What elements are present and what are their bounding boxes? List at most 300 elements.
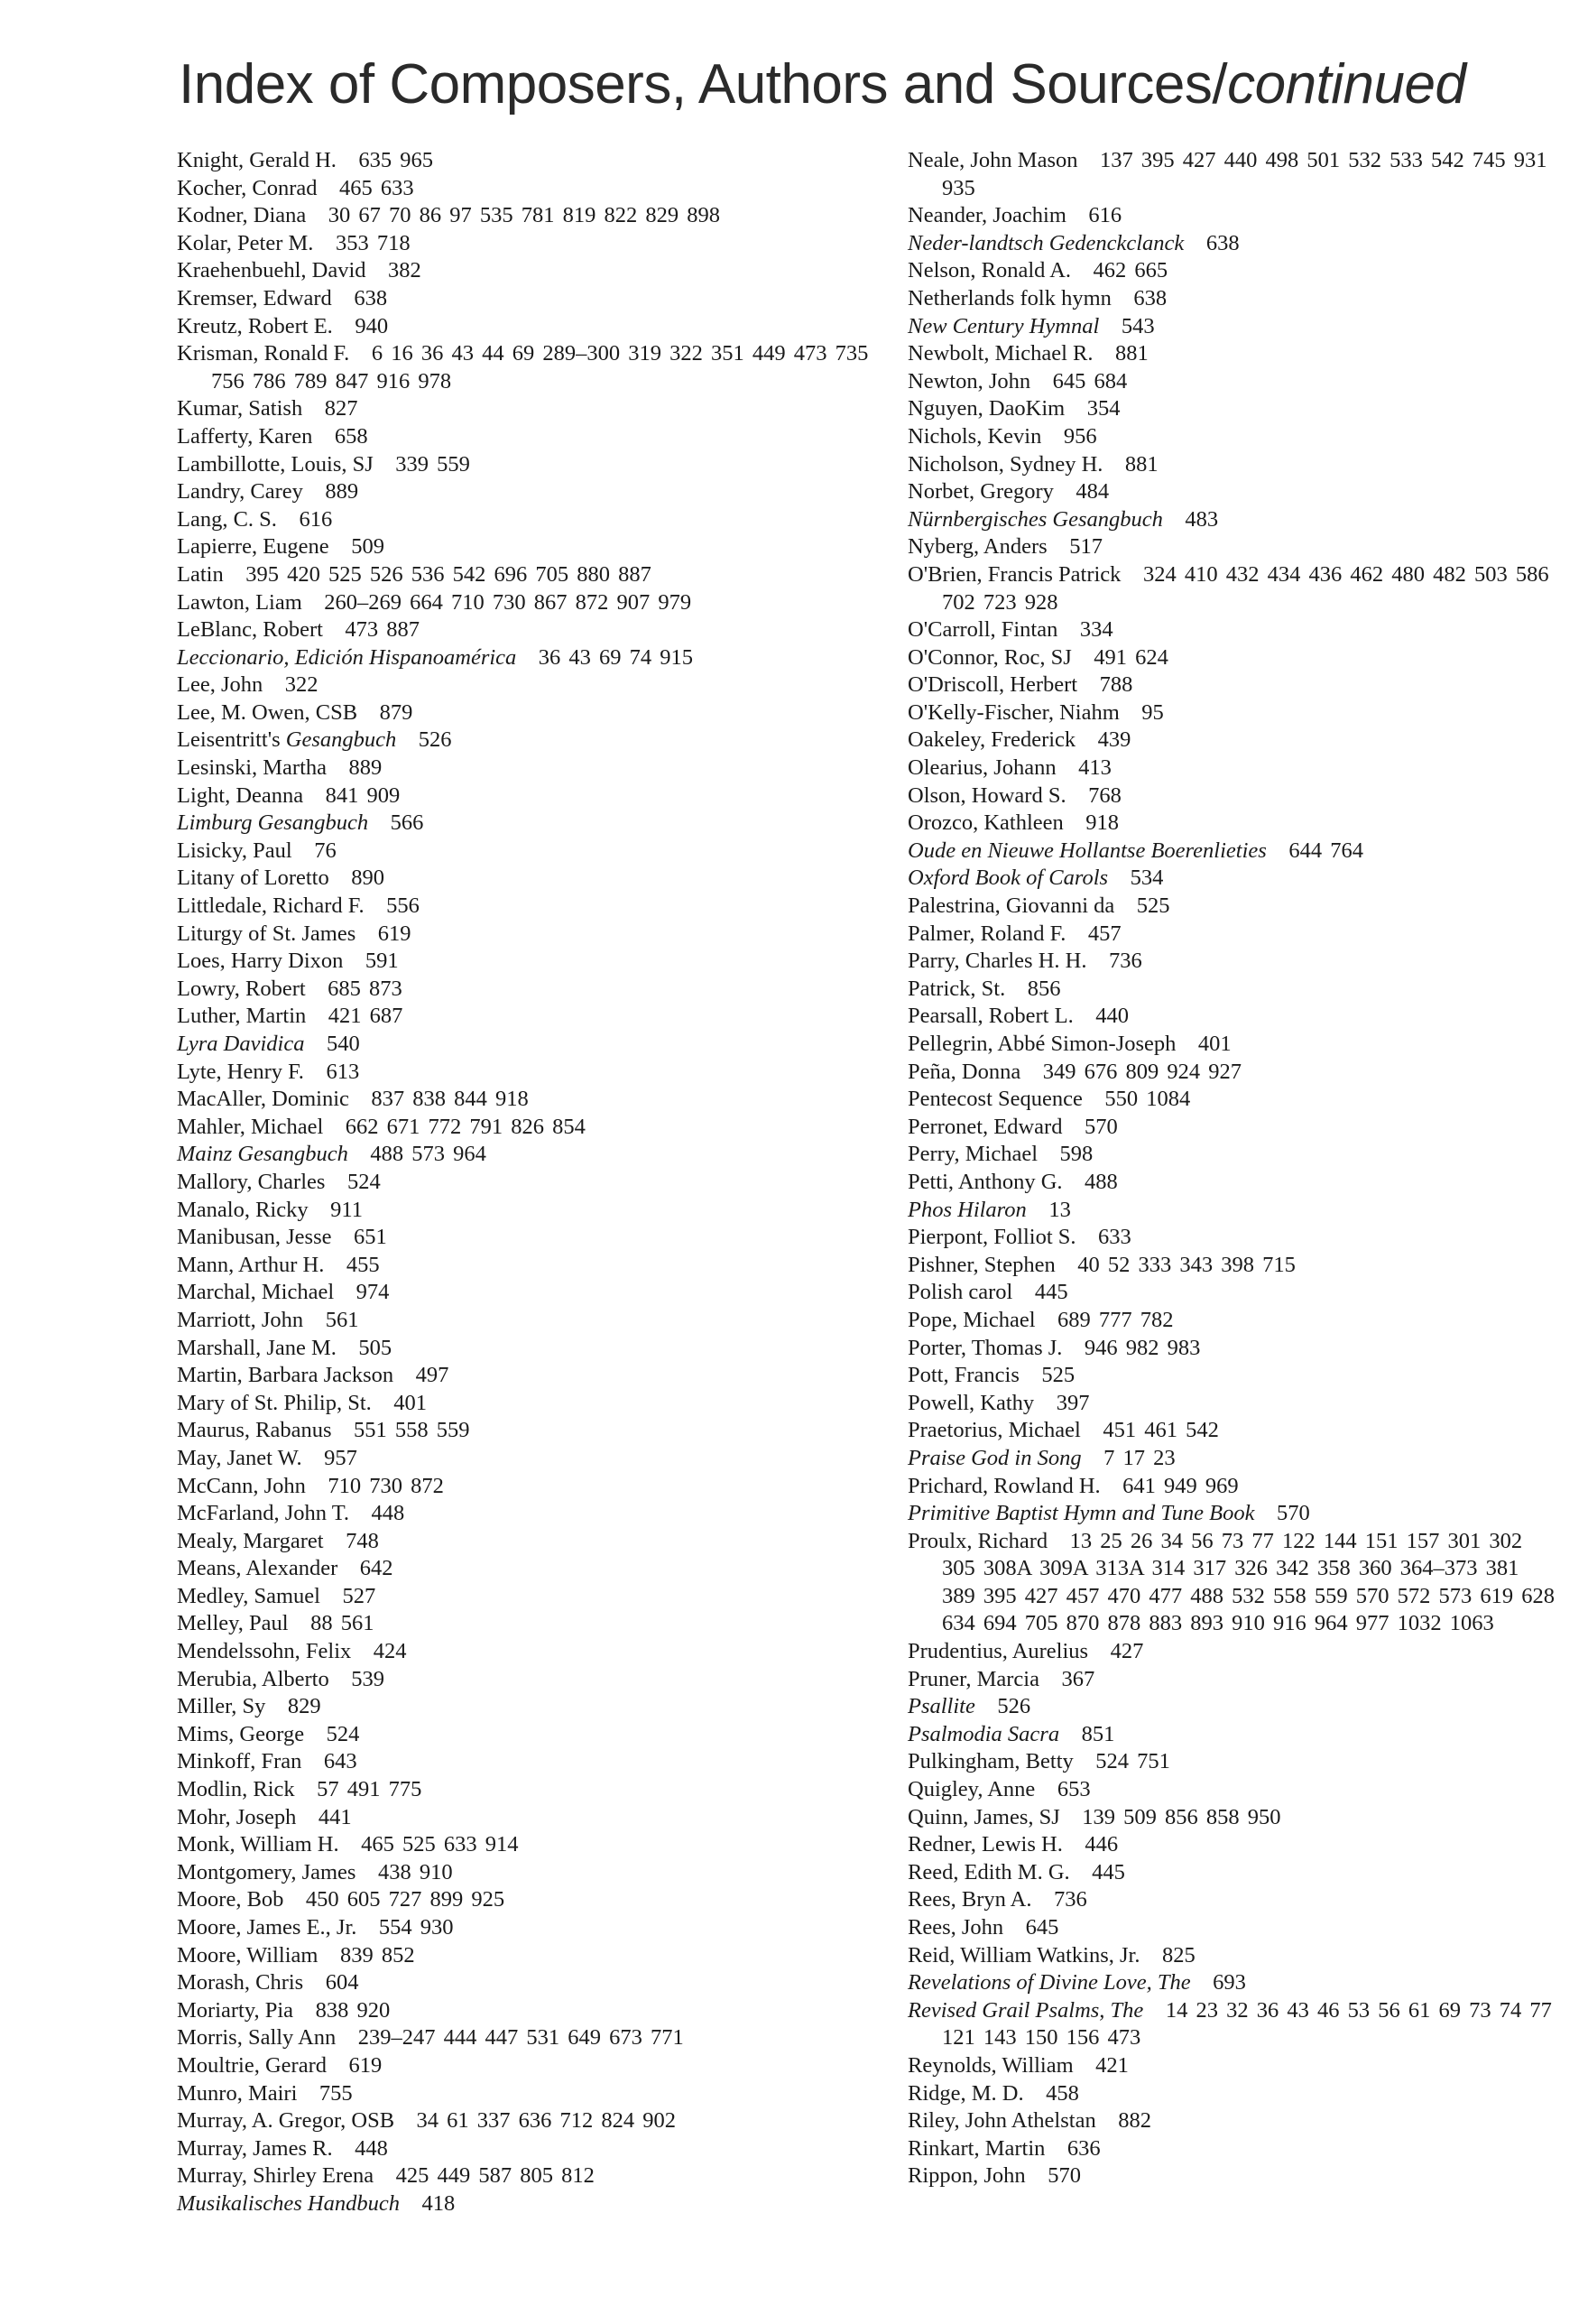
entry-hymn-numbers: 7 17 23 — [1103, 1445, 1176, 1470]
index-entry — [177, 1693, 899, 1721]
index-entry — [908, 1831, 1559, 1859]
entry-hymn-numbers: 14 23 32 36 43 46 53 56 61 69 73 74 77 121 143 150 156 473 — [942, 1997, 1552, 2051]
entry-name: Murray, Shirley Erena — [177, 2163, 374, 2189]
entry-hymn-numbers: 445 — [1092, 1859, 1125, 1884]
entry-name: Pellegrin, Abbé Simon-Joseph — [908, 1032, 1177, 1056]
entry-hymn-numbers: 543 — [1121, 313, 1155, 338]
entry-name: O'Kelly-Fischer, Niahm — [908, 699, 1120, 725]
entry-hymn-numbers: 638 — [1133, 285, 1168, 310]
entry-name: Nicholson, Sydney H. — [908, 451, 1103, 477]
index-entry — [177, 175, 899, 203]
entry-hymn-numbers: 556 — [386, 893, 420, 919]
entry-name: Lapierre, Eugene — [177, 534, 329, 560]
index-entry — [177, 1197, 899, 1225]
index-entry — [908, 368, 1559, 396]
entry-name: MacAller, Dominic — [177, 1087, 349, 1112]
entry-name: Mims, George — [177, 1721, 305, 1746]
entry-hymn-numbers: 658 — [334, 423, 368, 449]
entry-hymn-numbers: 446 — [1085, 1832, 1119, 1857]
index-entry — [908, 340, 1559, 368]
entry-name: Lang, C. S. — [177, 506, 277, 532]
index-entry — [908, 838, 1559, 866]
entry-hymn-numbers: 424 — [373, 1639, 407, 1664]
entry-hymn-numbers: 570 — [1276, 1501, 1310, 1526]
entry-hymn-numbers: 462 665 — [1093, 258, 1168, 283]
entry-hymn-numbers: 653 — [1057, 1777, 1091, 1802]
entry-name: Palmer, Roland F. — [908, 921, 1066, 946]
index-entry — [177, 699, 899, 727]
entry-name: Knight, Gerald H. — [177, 148, 337, 172]
entry-hymn-numbers: 421 — [1095, 2052, 1129, 2078]
entry-name: Mainz Gesangbuch — [177, 1142, 348, 1167]
index-entry — [177, 1224, 899, 1252]
entry-hymn-numbers: 591 — [365, 949, 399, 974]
entry-hymn-numbers: 940 — [355, 313, 389, 338]
entry-name: Lambillotte, Louis, SJ — [177, 451, 374, 477]
page-title-text: Index of Composers, Authors and Sources/ — [179, 53, 1228, 116]
entry-hymn-numbers: 882 — [1118, 2108, 1151, 2134]
entry-hymn-numbers: 6 16 36 43 44 69 289–300 319 322 351 449 473 735 756 786 789 847 916 978 — [211, 341, 869, 394]
entry-name: Perry, Michael — [908, 1142, 1038, 1167]
index-entry — [908, 699, 1559, 727]
entry-hymn-numbers: 662 671 772 791 826 854 — [345, 1114, 586, 1139]
entry-name: Latin — [177, 561, 224, 587]
index-entry — [177, 1031, 899, 1059]
entry-hymn-numbers: 505 — [358, 1335, 392, 1360]
entry-name: Leisentritt's — [177, 727, 286, 753]
index-entry — [908, 727, 1559, 755]
index-entry — [908, 976, 1559, 1004]
entry-hymn-numbers: 889 — [348, 755, 383, 781]
index-entry — [908, 865, 1559, 893]
index-entry — [177, 2080, 899, 2108]
entry-hymn-numbers: 841 909 — [325, 782, 401, 808]
entry-hymn-numbers: 260–269 664 710 730 867 872 907 979 — [324, 589, 692, 615]
entry-name: Manibusan, Jesse — [177, 1225, 332, 1250]
entry-hymn-numbers: 890 — [351, 866, 384, 891]
index-entry — [908, 1721, 1559, 1749]
entry-hymn-numbers: 748 — [346, 1528, 379, 1553]
entry-name: Liturgy of St. James — [177, 921, 356, 946]
entry-hymn-numbers: 524 751 — [1095, 1749, 1170, 1774]
index-entry — [177, 2135, 899, 2163]
entry-hymn-numbers: 397 — [1056, 1390, 1090, 1415]
entry-hymn-numbers: 13 — [1048, 1197, 1071, 1222]
index-entry — [908, 644, 1559, 672]
entry-name: O'Brien, Francis Patrick — [908, 561, 1122, 587]
index-entry — [908, 561, 1559, 616]
entry-hymn-numbers: 613 — [326, 1059, 360, 1084]
entry-name: Murray, A. Gregor, OSB — [177, 2108, 395, 2134]
entry-name: Pishner, Stephen — [908, 1252, 1056, 1277]
entry-hymn-numbers: 635 965 — [358, 148, 434, 172]
index-entry — [177, 1307, 899, 1335]
entry-hymn-numbers: 401 — [393, 1390, 428, 1415]
entry-hymn-numbers: 881 — [1115, 341, 1149, 366]
entry-hymn-numbers: 440 — [1095, 1004, 1129, 1029]
entry-name: Moultrie, Gerard — [177, 2052, 327, 2078]
entry-name: Polish carol — [908, 1280, 1013, 1305]
entry-hymn-numbers: 839 852 — [339, 1942, 415, 1968]
index-entry — [908, 202, 1559, 230]
entry-hymn-numbers: 642 — [359, 1556, 393, 1581]
index-entry — [177, 644, 899, 672]
index-entry — [177, 451, 899, 479]
entry-name: Psallite — [908, 1694, 975, 1719]
index-entry — [177, 2107, 899, 2135]
entry-hymn-numbers: 554 930 — [378, 1915, 454, 1940]
entry-name: Monk, William H. — [177, 1832, 339, 1857]
index-entry — [177, 1086, 899, 1114]
entry-name: O'Connor, Roc, SJ — [908, 644, 1072, 670]
entry-name: Nichols, Kevin — [908, 423, 1042, 449]
index-entry — [908, 506, 1559, 534]
entry-name: Kreutz, Robert E. — [177, 313, 333, 338]
entry-hymn-numbers: 334 — [1079, 617, 1113, 643]
index-entry — [908, 1307, 1559, 1335]
entry-hymn-numbers: 946 982 983 — [1084, 1335, 1201, 1360]
index-entry — [908, 1224, 1559, 1252]
entry-name: Nyberg, Anders — [908, 534, 1048, 560]
index-entry — [908, 2052, 1559, 2080]
entry-name: Primitive Baptist Hymn and Tune Book — [908, 1501, 1255, 1526]
entry-name: Revelations of Divine Love, The — [908, 1970, 1191, 1995]
entry-hymn-numbers: 825 — [1161, 1942, 1196, 1968]
entry-name: Porter, Thomas J. — [908, 1335, 1063, 1360]
entry-hymn-numbers: 540 — [327, 1032, 360, 1056]
entry-hymn-numbers: 539 — [351, 1666, 384, 1691]
index-column-right — [908, 147, 1559, 2190]
entry-name: Morash, Chris — [177, 1970, 304, 1995]
index-entry — [908, 1638, 1559, 1666]
entry-name: Melley, Paul — [177, 1611, 289, 1636]
index-entry — [908, 1169, 1559, 1197]
entry-name: Medley, Samuel — [177, 1583, 320, 1608]
index-entry — [908, 1748, 1559, 1776]
index-entry — [177, 230, 899, 258]
entry-name: Lafferty, Karen — [177, 423, 313, 449]
index-entry — [177, 340, 899, 395]
entry-hymn-numbers: 526 — [418, 727, 452, 753]
entry-name: Phos Hilaron — [908, 1197, 1027, 1222]
index-entry — [177, 2024, 899, 2052]
entry-hymn-numbers: 484 — [1076, 479, 1110, 505]
entry-name: Nürnbergisches Gesangbuch — [908, 506, 1163, 532]
entry-hymn-numbers: 448 — [355, 2135, 388, 2161]
entry-name: Musikalisches Handbuch — [177, 2190, 400, 2216]
entry-name: Maurus, Rabanus — [177, 1418, 332, 1443]
entry-name: Pope, Michael — [908, 1307, 1036, 1332]
entry-name: Prichard, Rowland H. — [908, 1473, 1101, 1498]
entry-name: Norbet, Gregory — [908, 479, 1054, 505]
entry-name: Moriarty, Pia — [177, 1997, 294, 2023]
entry-hymn-numbers: 736 — [1108, 949, 1142, 974]
entry-hymn-numbers: 526 — [997, 1694, 1031, 1719]
entry-hymn-numbers: 451 461 542 — [1103, 1418, 1219, 1443]
entry-name: Proulx, Richard — [908, 1528, 1048, 1553]
entry-name: Perronet, Edward — [908, 1114, 1063, 1139]
entry-name: Kumar, Satish — [177, 396, 303, 421]
index-entry — [177, 893, 899, 921]
index-entry — [177, 1335, 899, 1363]
entry-name: Redner, Lewis H. — [908, 1832, 1063, 1857]
index-entry — [908, 1942, 1559, 1970]
entry-hymn-numbers: 524 — [326, 1721, 360, 1746]
entry-name: Quinn, James, SJ — [908, 1804, 1060, 1829]
entry-hymn-numbers: 382 — [388, 258, 421, 283]
entry-name: Lisicky, Paul — [177, 838, 292, 863]
entry-name: Mealy, Margaret — [177, 1528, 324, 1553]
index-entry — [908, 1252, 1559, 1280]
entry-hymn-numbers: 491 624 — [1094, 644, 1168, 670]
index-entry — [908, 948, 1559, 976]
index-entry — [177, 1721, 899, 1749]
entry-hymn-numbers: 645 684 — [1052, 368, 1128, 394]
index-entry — [177, 202, 899, 230]
index-entry — [908, 1197, 1559, 1225]
entry-name: Psalmodia Sacra — [908, 1721, 1060, 1746]
index-entry — [177, 1666, 899, 1694]
index-entry — [177, 616, 899, 644]
entry-name: Prudentius, Aurelius — [908, 1639, 1089, 1664]
entry-name: Netherlands folk hymn — [908, 285, 1112, 310]
entry-hymn-numbers: 889 — [325, 479, 359, 505]
index-entry — [177, 2190, 899, 2218]
entry-hymn-numbers: 339 559 — [395, 451, 470, 477]
entry-hymn-numbers: 918 — [1085, 810, 1120, 836]
entry-name: Powell, Kathy — [908, 1390, 1035, 1415]
entry-hymn-numbers: 88 561 — [310, 1611, 374, 1636]
entry-hymn-numbers: 837 838 844 918 — [371, 1087, 529, 1112]
entry-name: Mallory, Charles — [177, 1169, 326, 1194]
entry-hymn-numbers: 525 — [1041, 1363, 1076, 1388]
entry-name: Leccionario, Edición Hispanoamérica — [177, 644, 517, 670]
entry-hymn-numbers: 974 — [355, 1280, 390, 1305]
index-entry — [908, 1500, 1559, 1528]
entry-name: Nelson, Ronald A. — [908, 258, 1072, 283]
entry-hymn-numbers: 633 — [1098, 1225, 1131, 1250]
entry-hymn-numbers: 36 43 69 74 915 — [538, 644, 694, 670]
entry-hymn-numbers: 324 410 432 434 436 462 480 482 503 586 702 723 928 — [942, 561, 1549, 615]
entry-name: Neander, Joachim — [908, 203, 1066, 228]
entry-hymn-numbers: 641 949 969 — [1122, 1473, 1239, 1498]
entry-hymn-numbers: 40 52 333 343 398 715 — [1077, 1252, 1296, 1277]
entry-hymn-numbers: 483 — [1185, 506, 1219, 532]
entry-hymn-numbers: 322 — [284, 672, 319, 698]
index-entry — [177, 782, 899, 810]
entry-name: Oude en Nieuwe Hollantse Boerenlieties — [908, 838, 1267, 863]
index-entry — [908, 533, 1559, 561]
entry-hymn-numbers: 911 — [330, 1197, 363, 1222]
entry-hymn-numbers: 755 — [319, 2080, 353, 2106]
index-entry — [908, 1693, 1559, 1721]
entry-name: Murray, James R. — [177, 2135, 333, 2161]
entry-name: Krisman, Ronald F. — [177, 341, 350, 366]
entry-name: Palestrina, Giovanni da — [908, 893, 1115, 919]
entry-name: Mahler, Michael — [177, 1114, 324, 1139]
index-entry — [908, 2107, 1559, 2135]
entry-hymn-numbers: 465 525 633 914 — [361, 1832, 519, 1857]
entry-hymn-numbers: 427 — [1110, 1639, 1144, 1664]
entry-hymn-numbers: 465 633 — [339, 175, 414, 200]
entry-name: O'Driscoll, Herbert — [908, 672, 1078, 698]
index-entry — [177, 533, 899, 561]
index-entry — [908, 2135, 1559, 2163]
entry-name: Riley, John Athelstan — [908, 2108, 1096, 2134]
index-entry — [177, 1859, 899, 1887]
index-entry — [177, 1473, 899, 1501]
entry-hymn-numbers: 693 — [1213, 1970, 1246, 1995]
entry-hymn-numbers: 856 — [1027, 976, 1061, 1001]
entry-name: Kocher, Conrad — [177, 175, 318, 200]
index-entry — [177, 727, 899, 755]
index-entry — [908, 1003, 1559, 1031]
entry-name: Reed, Edith M. G. — [908, 1859, 1070, 1884]
page-title-continued: continued — [1227, 53, 1466, 116]
entry-hymn-numbers: 450 605 727 899 925 — [305, 1887, 505, 1912]
index-entry — [177, 1141, 899, 1169]
entry-name: Lowry, Robert — [177, 976, 306, 1001]
entry-name: Modlin, Rick — [177, 1777, 295, 1802]
entry-name: Luther, Martin — [177, 1004, 307, 1029]
entry-hymn-numbers: 644 764 — [1288, 838, 1363, 863]
entry-name: Rees, John — [908, 1915, 1004, 1940]
index-entry — [908, 1059, 1559, 1087]
index-entry — [177, 1914, 899, 1942]
entry-hymn-numbers: 354 — [1086, 396, 1121, 421]
index-entry — [908, 1031, 1559, 1059]
entry-hymn-numbers: 438 910 — [377, 1859, 453, 1884]
entry-name: Reynolds, William — [908, 2052, 1074, 2078]
index-entry — [177, 755, 899, 782]
entry-hymn-numbers: 736 — [1053, 1887, 1087, 1912]
entry-name: Lyte, Henry F. — [177, 1059, 304, 1084]
entry-hymn-numbers: 349 676 809 924 927 — [1042, 1059, 1242, 1084]
index-entry — [177, 1831, 899, 1859]
index-entry — [177, 1500, 899, 1528]
entry-hymn-numbers: 524 — [346, 1169, 381, 1194]
entry-name: Nguyen, DaoKim — [908, 396, 1066, 421]
entry-name: Littledale, Richard F. — [177, 893, 365, 919]
index-entry — [908, 1776, 1559, 1804]
page-title — [179, 52, 1465, 116]
index-entry — [908, 1886, 1559, 1914]
entry-hymn-numbers: 527 — [342, 1583, 376, 1608]
entry-name: Lee, M. Owen, CSB — [177, 699, 358, 725]
entry-hymn-numbers: 34 61 337 636 712 824 902 — [416, 2108, 677, 2134]
index-entry — [177, 865, 899, 893]
entry-hymn-numbers: 638 — [354, 285, 388, 310]
entry-name: McFarland, John T. — [177, 1501, 349, 1526]
entry-name: Manalo, Ricky — [177, 1197, 309, 1222]
entry-hymn-numbers: 95 — [1141, 699, 1164, 725]
index-entry — [908, 755, 1559, 782]
index-entry — [908, 1804, 1559, 1832]
entry-name: Kremser, Edward — [177, 285, 332, 310]
entry-name: Moore, Bob — [177, 1887, 284, 1912]
entry-hymn-numbers: 829 — [287, 1694, 321, 1719]
index-entry — [177, 838, 899, 866]
entry-name: Lesinski, Martha — [177, 755, 328, 781]
entry-name: Rees, Bryn A. — [908, 1887, 1032, 1912]
entry-hymn-numbers: 395 420 525 526 536 542 696 705 880 887 — [245, 561, 651, 587]
index-entry — [908, 893, 1559, 921]
entry-name: Pentecost Sequence — [908, 1087, 1083, 1112]
index-entry — [177, 395, 899, 423]
entry-hymn-numbers: 616 — [1088, 203, 1122, 228]
entry-hymn-numbers: 418 — [421, 2190, 456, 2216]
index-entry — [908, 285, 1559, 313]
index-entry — [177, 1638, 899, 1666]
entry-name: Kraehenbuehl, David — [177, 258, 366, 283]
index-entry — [177, 1169, 899, 1197]
index-entry — [177, 2162, 899, 2190]
index-entry — [908, 1114, 1559, 1142]
entry-hymn-numbers: 685 873 — [328, 976, 402, 1001]
entry-name: Martin, Barbara Jackson — [177, 1363, 394, 1388]
entry-name: Reid, William Watkins, Jr. — [908, 1942, 1140, 1968]
index-entry — [177, 1942, 899, 1970]
entry-name: McCann, John — [177, 1473, 306, 1498]
entry-hymn-numbers: 439 — [1097, 727, 1131, 753]
entry-hymn-numbers: 788 — [1099, 672, 1133, 698]
entry-name: Neale, John Mason — [908, 148, 1078, 172]
entry-name: Munro, Mairi — [177, 2080, 298, 2106]
index-entry — [908, 1362, 1559, 1390]
entry-name: Moore, James E., Jr. — [177, 1915, 357, 1940]
entry-hymn-numbers: 616 — [299, 506, 333, 532]
entry-name: Oxford Book of Carols — [908, 866, 1109, 891]
entry-name-source: Gesangbuch — [285, 727, 397, 753]
entry-hymn-numbers: 598 — [1059, 1142, 1094, 1167]
index-entry — [908, 1141, 1559, 1169]
index-entry — [908, 1335, 1559, 1363]
entry-name: New Century Hymnal — [908, 313, 1100, 338]
entry-hymn-numbers: 838 920 — [315, 1997, 391, 2023]
entry-hymn-numbers: 30 67 70 86 97 535 781 819 822 829 898 — [328, 203, 720, 228]
entry-hymn-numbers: 651 — [353, 1225, 387, 1250]
entry-hymn-numbers: 76 — [314, 838, 337, 863]
index-entry — [177, 313, 899, 341]
index-entry — [177, 285, 899, 313]
entry-name: Patrick, St. — [908, 976, 1006, 1001]
index-entry — [177, 1279, 899, 1307]
entry-name: Mary of St. Philip, St. — [177, 1390, 372, 1415]
entry-name: Moore, William — [177, 1942, 319, 1968]
entry-name: Parry, Charles H. H. — [908, 949, 1087, 974]
entry-hymn-numbers: 13 25 26 34 56 73 77 122 144 151 157 301 302 305 308A 309A 313A 314 317 326 342 358 360 364–373 381 389 395 427 457 470 477 488 532 558 559 570 572 573 619 628 634 694 705 870 878 883 893 910 916 964 977 1032 1063 — [942, 1528, 1555, 1636]
index-entry — [177, 1114, 899, 1142]
index-entry — [908, 1666, 1559, 1694]
entry-hymn-numbers: 488 573 964 — [370, 1142, 486, 1167]
entry-name: Oakeley, Frederick — [908, 727, 1076, 753]
entry-hymn-numbers: 689 777 782 — [1057, 1307, 1174, 1332]
entry-hymn-numbers: 445 — [1034, 1280, 1068, 1305]
entry-hymn-numbers: 525 — [1136, 893, 1170, 919]
index-entry — [177, 1610, 899, 1638]
entry-name: Lyra Davidica — [177, 1032, 305, 1056]
entry-name: Miller, Sy — [177, 1694, 266, 1719]
entry-name: Quigley, Anne — [908, 1777, 1036, 1802]
index-entry — [908, 2080, 1559, 2108]
index-entry — [908, 671, 1559, 699]
entry-hymn-numbers: 550 1084 — [1104, 1087, 1191, 1112]
entry-hymn-numbers: 768 — [1088, 782, 1122, 808]
entry-name: Litany of Loretto — [177, 866, 329, 891]
entry-hymn-numbers: 619 — [348, 2052, 383, 2078]
index-entry — [908, 1417, 1559, 1445]
entry-name: Pruner, Marcia — [908, 1666, 1039, 1691]
